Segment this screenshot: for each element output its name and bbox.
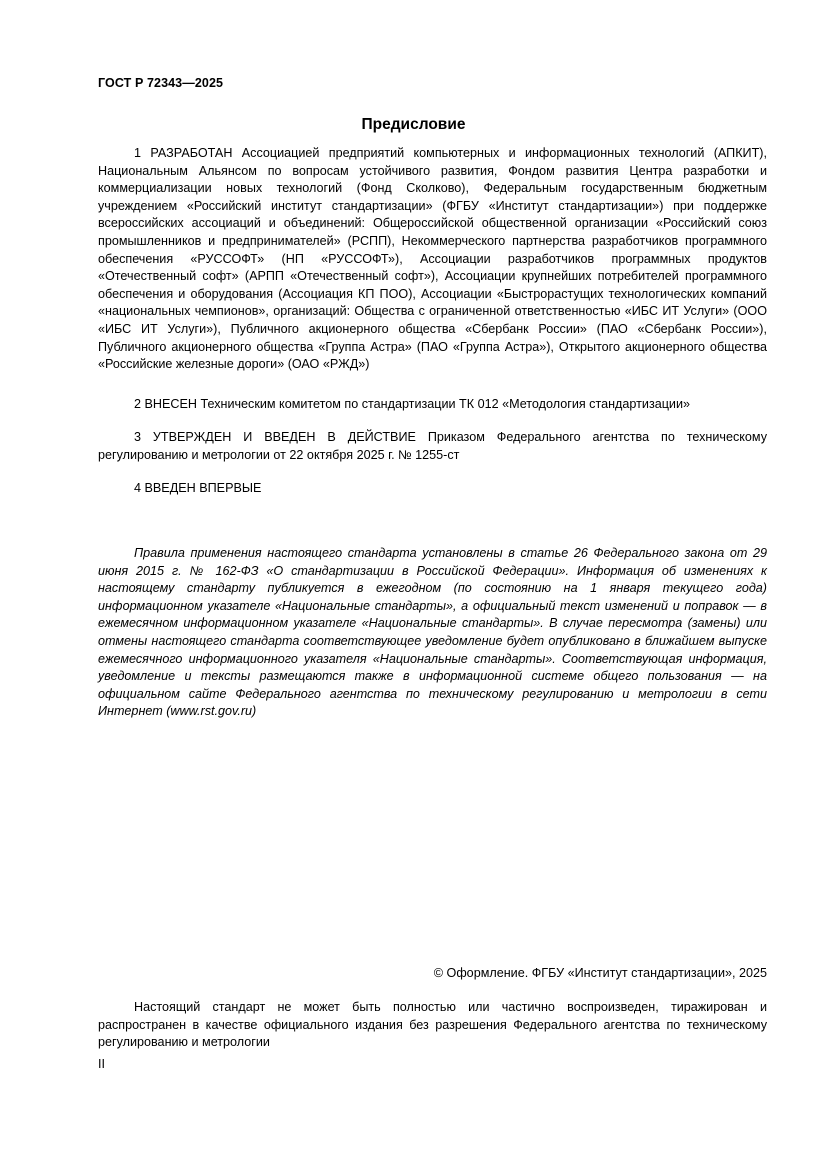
paragraph-developed-by bbox=[98, 145, 767, 374]
paragraph-submitted-by bbox=[98, 396, 767, 414]
paragraph-text: 1 РАЗРАБОТАН Ассоциацией предприятий компьютерных и информационных технологий (АПКИТ), Национальным Альянсом по вопросам устойчивого развития, Фондом развития Центра разработки и коммерциализации новых технологий (Фонд Сколково), Федеральным государственным бюджетным учреждением «Российский институт стандартизации» (ФГБУ «Институт стандартизации») при поддержке всероссийских ассоциаций и объединений: Общероссийской общественной организации «Российский союз промышленников и предпринимателей» (РСПП), Некоммерческого партнерства разработчиков программного обеспечения «РУССОФТ» (НП «РУССОФТ»), Ассоциации разработчиков программных продуктов «Отечественный софт» (АРПП «Отечественный софт»), Ассоциации крупнейших потребителей программного обеспечения и оборудования (Ассоциация КП ПОО), Ассоциации «Быстрорастущих технологических компаний «национальных чемпионов», организаций: Общества с ограниченной ответственностью «ИБС ИТ Услуги» (ООО «ИБС ИТ Услуги»), Публичного акционерного общества «Сбербанк России» (ПАО «Сбербанк России»), Публичного акционерного общества «Группа Астра» (ПАО «Группа Астра»), Открытого акционерного общества «Российские железные дороги» (ОАО «РЖД») bbox=[98, 146, 767, 372]
paragraph-approved bbox=[98, 429, 767, 464]
page-number: II bbox=[98, 1057, 105, 1071]
copyright-line: © Оформление. ФГБУ «Институт стандартизации», 2025 bbox=[433, 966, 767, 980]
page-title: Предисловие bbox=[361, 116, 466, 133]
document-code: ГОСТ Р 72343—2025 bbox=[98, 76, 224, 90]
notice-text: Настоящий стандарт не может быть полностью или частично воспроизведен, тиражирован и распространен в качестве официального издания без разрешения Федерального агентства по техническому регулированию и метрологии bbox=[98, 1000, 767, 1050]
reproduction-notice bbox=[98, 999, 767, 1052]
application-rules-note bbox=[98, 545, 767, 721]
paragraph-text: 2 ВНЕСЕН Техническим комитетом по стандартизации ТК 012 «Методология стандартизации» bbox=[134, 397, 691, 411]
paragraph-text: 3 УТВЕРЖДЕН И ВВЕДЕН В ДЕЙСТВИЕ Приказом Федерального агентства по техническому регулированию и метрологии от 22 октября 2025 г. № 1255-ст bbox=[98, 430, 767, 462]
note-text: Правила применения настоящего стандарта установлены в статье 26 Федерального закона от 29 июня 2015 г. № 162-ФЗ «О стандартизации в Российской Федерации». Информация об изменениях к настоящему стандарту публикуется в ежегодном (по состоянию на 1 января текущего года) информационном указателе «Национальные стандарты», а официальный текст изменений и поправок — в ежемесячном информационном указателе «Национальные стандарты». В случае пересмотра (замены) или отмены настоящего стандарта соответствующее уведомление будет опубликовано в ближайшем выпуске ежемесячного информационного указателя «Национальные стандарты». Соответствующая информация, уведомление и тексты размещаются также в информационной системе общего пользования — на официальном сайте Федерального агентства по техническому регулированию и метрологии в сети Интернет (www.rst.gov.ru) bbox=[98, 546, 767, 719]
paragraph-text: 4 ВВЕДЕН ВПЕРВЫЕ bbox=[134, 481, 262, 495]
paragraph-introduced bbox=[98, 480, 767, 498]
